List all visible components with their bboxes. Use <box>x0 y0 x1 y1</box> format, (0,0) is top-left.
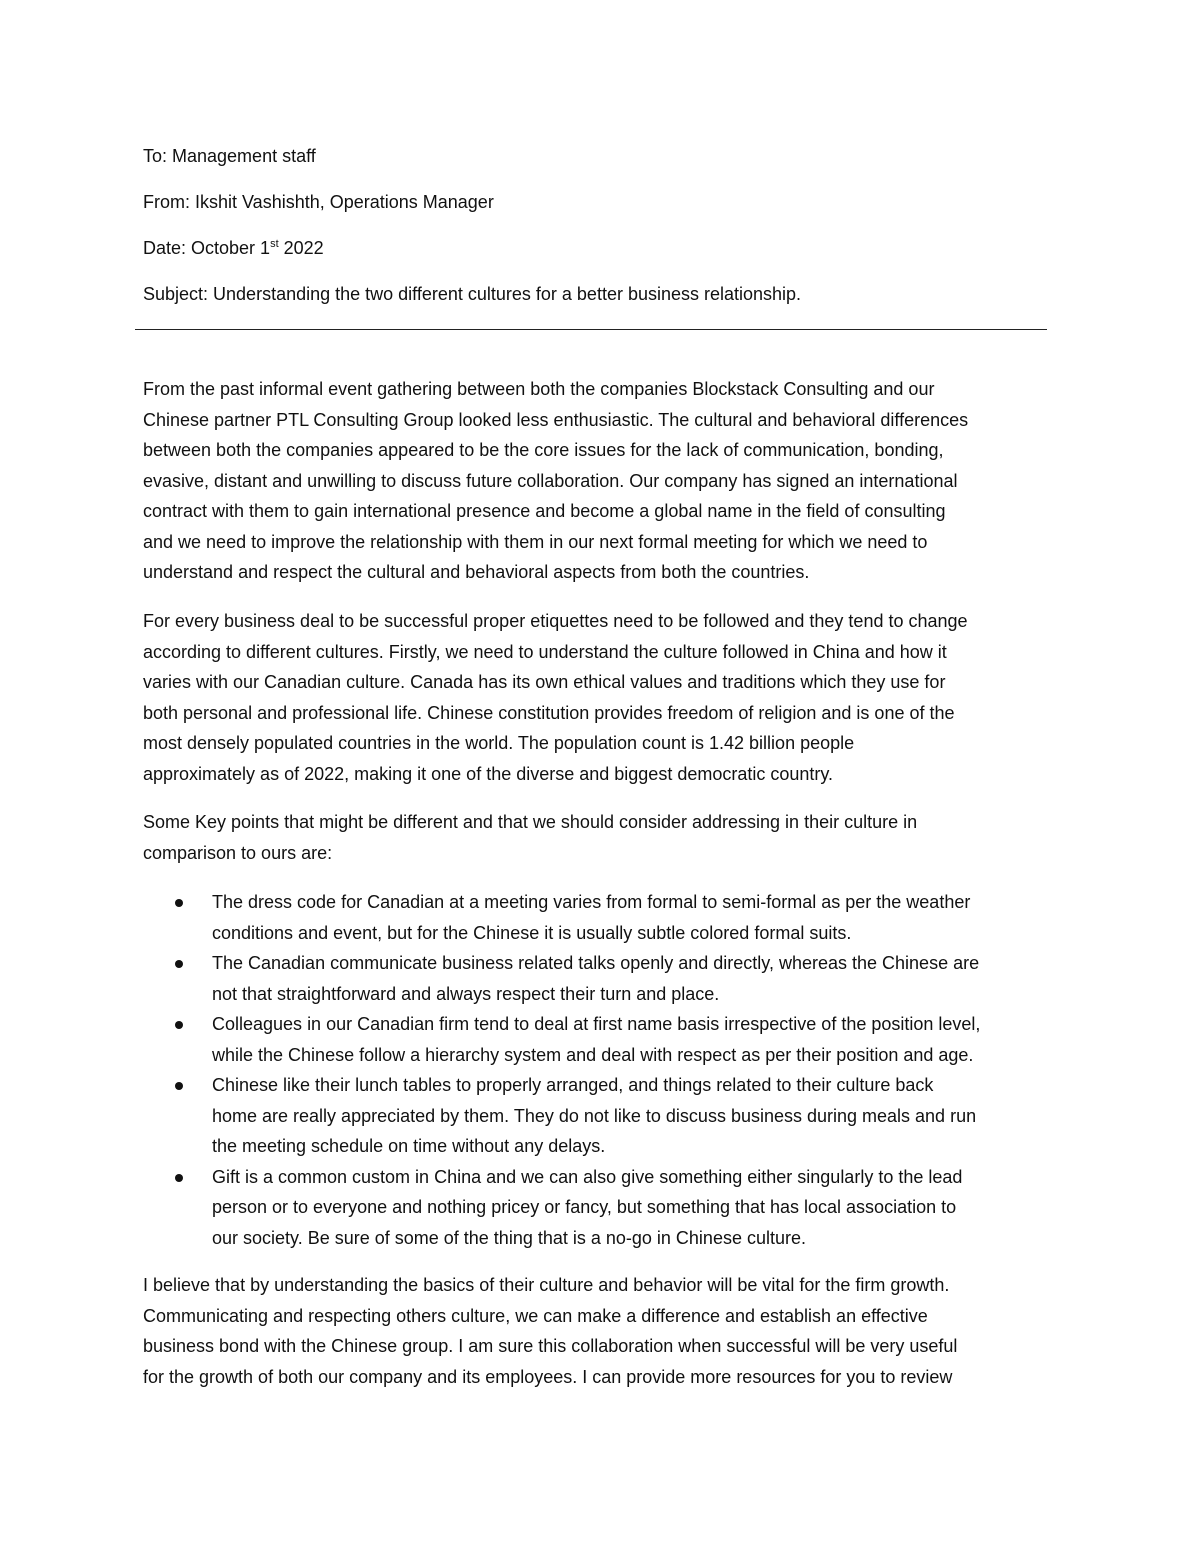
list-item <box>143 948 1063 1009</box>
list-item-line: while the Chinese follow a hierarchy system and deal with respect as per their position and age. <box>212 1044 974 1065</box>
paragraph-line: Communicating and respecting others culture, we can make a difference and establish an effective <box>143 1305 928 1326</box>
paragraph-line: between both the companies appeared to be the core issues for the lack of communication, bonding, <box>143 440 944 460</box>
paragraph-line: comparison to ours are: <box>143 842 333 863</box>
paragraph-key-points-intro <box>143 807 1043 868</box>
key-points-list <box>143 887 1063 1253</box>
paragraph-conclusion <box>143 1270 1043 1392</box>
paragraph-line: I believe that by understanding the basics of their culture and behavior will be vital for the firm growth. <box>143 1275 950 1295</box>
memo-date-text: Date: October 1 <box>143 238 271 258</box>
paragraph-line: For every business deal to be successful proper etiquettes need to be followed and they tend to change <box>143 611 968 631</box>
header-divider <box>135 329 1047 330</box>
bullet-icon <box>175 1082 183 1090</box>
paragraph-line: business bond with the Chinese group. I am sure this collaboration when successful will be very useful <box>143 1336 958 1356</box>
paragraph-line: From the past informal event gathering between both the companies Blockstack Consulting and our <box>143 379 935 399</box>
bullet-icon <box>175 899 183 907</box>
paragraph-line: and we need to improve the relationship with them in our next formal meeting for which we need to <box>143 531 928 552</box>
bullet-icon <box>175 1021 183 1029</box>
memo-subject: Subject: Understanding the two different cultures for a better business relationship. <box>143 284 802 304</box>
paragraph-line: most densely populated countries in the world. The population count is 1.42 billion people <box>143 733 855 753</box>
memo-date-superscript: st <box>270 238 279 250</box>
bullet-icon <box>175 960 183 968</box>
list-item-line: The dress code for Canadian at a meeting varies from formal to semi-formal as per the weather <box>212 892 971 912</box>
list-item-line: The Canadian communicate business related talks openly and directly, whereas the Chinese are <box>212 953 980 973</box>
memo-from: From: Ikshit Vashishth, Operations Manager <box>143 192 494 212</box>
paragraph-line: approximately as of 2022, making it one of the diverse and biggest democratic country. <box>143 763 834 784</box>
list-item-line: the meeting schedule on time without any delays. <box>212 1136 606 1156</box>
list-item-line: not that straightforward and always respect their turn and place. <box>212 983 720 1004</box>
list-item <box>143 887 1063 948</box>
bullet-icon <box>175 1174 183 1182</box>
memo-date <box>143 236 324 260</box>
list-item-line: Chinese like their lunch tables to properly arranged, and things related to their culture back <box>212 1075 934 1095</box>
paragraph-line: varies with our Canadian culture. Canada has its own ethical values and traditions which they use for <box>143 672 946 692</box>
list-item-line: Gift is a common custom in China and we can also give something either singularly to the lead <box>212 1166 963 1187</box>
memo-date-year: 2022 <box>278 238 324 258</box>
paragraph-line: evasive, distant and unwilling to discuss future collaboration. Our company has signed an international <box>143 470 958 491</box>
list-item <box>143 1070 1063 1162</box>
memo-to: To: Management staff <box>143 146 316 166</box>
list-item-line: home are really appreciated by them. They do not like to discuss business during meals and run <box>212 1105 977 1126</box>
list-item-line: Colleagues in our Canadian firm tend to deal at first name basis irrespective of the position level, <box>212 1014 981 1034</box>
paragraph-intro <box>143 374 1043 588</box>
paragraph-line: according to different cultures. Firstly, we need to understand the culture followed in China and how it <box>143 641 947 662</box>
list-item-line: conditions and event, but for the Chinese it is usually subtle colored formal suits. <box>212 922 852 943</box>
paragraph-line: understand and respect the cultural and behavioral aspects from both the countries. <box>143 562 810 582</box>
list-item-line: person or to everyone and nothing pricey or fancy, but something that has local association to <box>212 1197 957 1217</box>
paragraph-line: Chinese partner PTL Consulting Group looked less enthusiastic. The cultural and behavioral differences <box>143 409 969 430</box>
list-item <box>143 1009 1063 1070</box>
list-item-line: our society. Be sure of some of the thing that is a no-go in Chinese culture. <box>212 1227 806 1248</box>
paragraph-etiquette <box>143 606 1043 789</box>
list-item <box>143 1162 1063 1254</box>
paragraph-line: Some Key points that might be different and that we should consider addressing in their culture in <box>143 812 918 832</box>
paragraph-line: contract with them to gain international presence and become a global name in the field of consulting <box>143 501 946 521</box>
paragraph-line: for the growth of both our company and its employees. I can provide more resources for you to review <box>143 1366 953 1387</box>
paragraph-line: both personal and professional life. Chinese constitution provides freedom of religion and is one of the <box>143 702 955 723</box>
